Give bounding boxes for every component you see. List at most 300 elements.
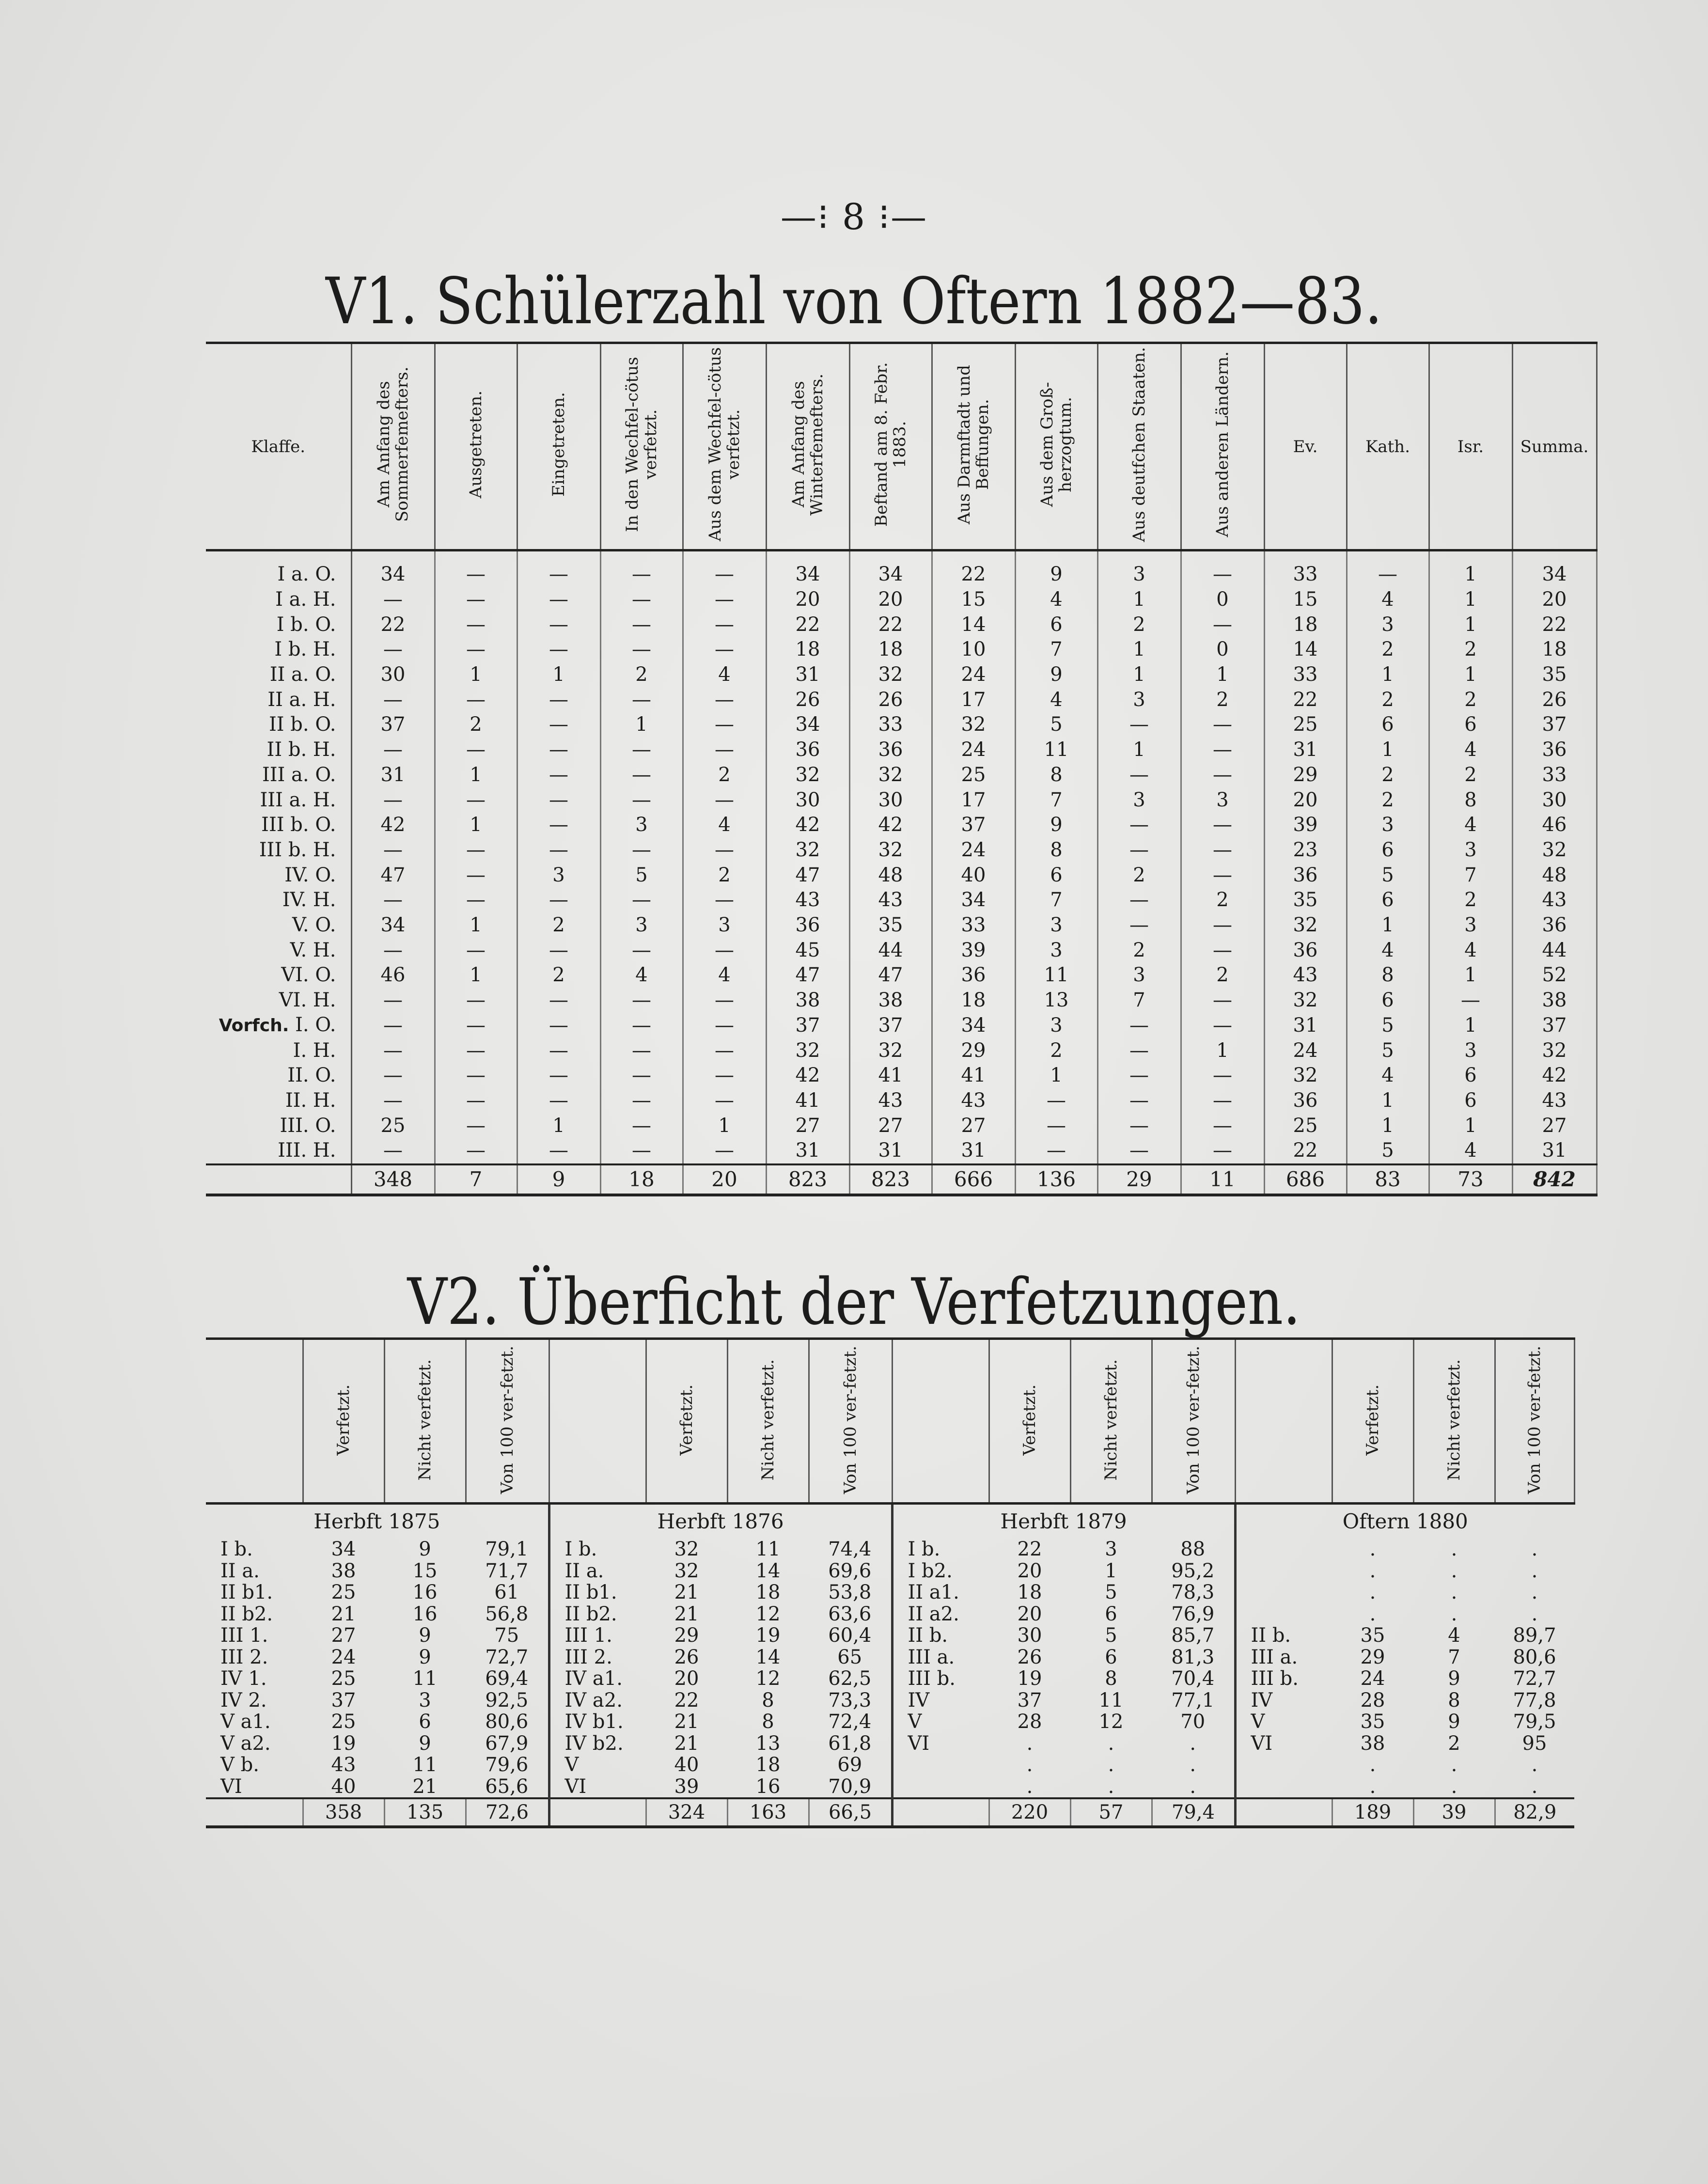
class-name: II. O. bbox=[287, 1064, 336, 1087]
table-cell: — bbox=[683, 1088, 766, 1114]
t1-header-label: Am Anfang des Winterfemefters. bbox=[789, 373, 827, 516]
table-cell: 30 bbox=[1512, 787, 1597, 813]
table-cell: 44 bbox=[1512, 938, 1597, 963]
table-cell: 27 bbox=[849, 1113, 932, 1138]
table-cell: — bbox=[517, 612, 600, 637]
table-cell: — bbox=[1181, 1088, 1264, 1114]
table-cell: — bbox=[435, 863, 517, 888]
table-cell: 3 bbox=[517, 863, 600, 888]
class-name bbox=[1235, 1582, 1332, 1603]
table-cell: 1 bbox=[1429, 1013, 1512, 1038]
table-cell: 40 bbox=[331, 1775, 356, 1798]
table-cell: 5 bbox=[600, 863, 683, 888]
group-heading: Herbft 1876 bbox=[549, 1504, 892, 1539]
class-name: V a2. bbox=[220, 1732, 271, 1755]
table-cell: 8 bbox=[1347, 963, 1429, 988]
table-cell: 39 bbox=[932, 938, 1015, 963]
class-name: I b. bbox=[908, 1538, 940, 1561]
class-name: V a1. bbox=[220, 1711, 271, 1733]
t2-header-label: Nicht verfetzt. bbox=[1444, 1359, 1464, 1481]
table-cell: 41 bbox=[766, 1088, 849, 1114]
table-cell: 70,4 bbox=[1152, 1668, 1235, 1690]
table-cell: 25 bbox=[351, 1113, 435, 1138]
table-cell: — bbox=[517, 637, 600, 662]
table-cell: 48 bbox=[849, 863, 932, 888]
table-row bbox=[206, 1776, 1574, 1799]
table-cell: 22 bbox=[1017, 1538, 1042, 1561]
class-name: VI bbox=[564, 1775, 587, 1798]
table-cell: . bbox=[1531, 1559, 1538, 1582]
t1-header-13 bbox=[1347, 343, 1429, 550]
table-cell: 4 bbox=[1429, 738, 1512, 763]
table-cell: 17 bbox=[932, 787, 1015, 813]
t1-header-0 bbox=[206, 343, 351, 550]
table-cell: . bbox=[1531, 1754, 1538, 1776]
table-cell: — bbox=[600, 1088, 683, 1114]
class-name: V bbox=[908, 1711, 922, 1733]
table-cell: 6 bbox=[1429, 712, 1512, 738]
table-cell: 3 bbox=[1429, 1038, 1512, 1063]
sum-cell: 7 bbox=[435, 1164, 517, 1195]
class-name: VI bbox=[220, 1775, 242, 1798]
table-cell: 34 bbox=[932, 888, 1015, 913]
table-cell: 34 bbox=[766, 550, 849, 587]
table-cell: — bbox=[1181, 712, 1264, 738]
t1-header-label: Kath. bbox=[1365, 437, 1410, 456]
class-label bbox=[206, 938, 351, 963]
table-cell: 5 bbox=[1347, 863, 1429, 888]
sum-cell: 135 bbox=[384, 1798, 466, 1827]
sum-cell: 823 bbox=[849, 1164, 932, 1195]
class-label bbox=[206, 1113, 351, 1138]
table-cell: 6 bbox=[1015, 612, 1097, 637]
class-name: I b. bbox=[564, 1538, 597, 1561]
table-row bbox=[206, 712, 1597, 738]
table-cell: 7 bbox=[1097, 988, 1181, 1013]
table-cell: 33 bbox=[932, 913, 1015, 938]
table-cell: 4 bbox=[1347, 938, 1429, 963]
table-cell: 2 bbox=[1429, 637, 1512, 662]
table-cell: 81,3 bbox=[1152, 1647, 1235, 1668]
table-cell: — bbox=[600, 838, 683, 863]
table-cell: 35 bbox=[1360, 1711, 1385, 1733]
table-cell: 95 bbox=[1522, 1732, 1547, 1755]
table-cell: — bbox=[517, 712, 600, 738]
table-cell: — bbox=[1181, 738, 1264, 763]
table-row bbox=[206, 687, 1597, 712]
table-cell: — bbox=[351, 1038, 435, 1063]
table-cell: — bbox=[600, 550, 683, 587]
table-cell: 24 bbox=[1360, 1667, 1385, 1690]
table-cell: 3 bbox=[1097, 550, 1181, 587]
sum-cell: 686 bbox=[1264, 1164, 1347, 1195]
table-cell: 43 bbox=[1512, 888, 1597, 913]
t2-group-label-header bbox=[206, 1339, 303, 1504]
table-cell: 28 bbox=[1017, 1711, 1042, 1733]
table-cell: 44 bbox=[849, 938, 932, 963]
table-cell: 32 bbox=[849, 1038, 932, 1063]
table-cell: 79,5 bbox=[1513, 1711, 1556, 1733]
class-name: II a. bbox=[220, 1559, 260, 1582]
table-cell: — bbox=[600, 1138, 683, 1164]
table-cell: 75 bbox=[466, 1625, 549, 1647]
table-cell: 47 bbox=[766, 963, 849, 988]
table-cell: 65 bbox=[809, 1647, 892, 1668]
table-cell: — bbox=[517, 838, 600, 863]
table-cell: 34 bbox=[1512, 550, 1597, 587]
table1-title: V1. Schülerzahl von Oftern 1882—83. bbox=[326, 264, 1382, 339]
table-cell: . bbox=[1369, 1538, 1376, 1561]
table-cell: 22 bbox=[1264, 687, 1347, 712]
table-row bbox=[206, 1754, 1574, 1776]
table-cell: 1 bbox=[683, 1113, 766, 1138]
table-cell: 8 bbox=[762, 1689, 774, 1712]
t2-header-label: Nicht verfetzt. bbox=[758, 1359, 778, 1481]
table-cell: 2 bbox=[1347, 763, 1429, 788]
table-cell: 15 bbox=[932, 587, 1015, 613]
class-name: III a. H. bbox=[260, 788, 336, 811]
table-cell: 1 bbox=[435, 662, 517, 688]
table-cell: 69,6 bbox=[809, 1560, 892, 1582]
t1-header-label: Aus dem Wechfel-cötus verfetzt. bbox=[705, 347, 743, 542]
student-count-table bbox=[206, 342, 1598, 1196]
table-row bbox=[206, 863, 1597, 888]
table-cell: 4 bbox=[1429, 938, 1512, 963]
table-cell: 32 bbox=[1264, 913, 1347, 938]
table-row bbox=[206, 888, 1597, 913]
table-cell: 31 bbox=[1264, 738, 1347, 763]
table-cell: 4 bbox=[1429, 813, 1512, 838]
table-cell: 8 bbox=[1015, 763, 1097, 788]
table-cell: . bbox=[1369, 1559, 1376, 1582]
table-cell: — bbox=[600, 612, 683, 637]
table-cell: 85,7 bbox=[1152, 1625, 1235, 1647]
table-cell: 37 bbox=[1512, 1013, 1597, 1038]
class-name: II b1. bbox=[220, 1581, 273, 1604]
sum-cell: 348 bbox=[351, 1164, 435, 1195]
table-cell: 1 bbox=[1347, 1113, 1429, 1138]
t1-header-14 bbox=[1429, 343, 1512, 550]
table-cell: — bbox=[517, 1038, 600, 1063]
table-cell: . bbox=[1026, 1775, 1033, 1798]
table-row bbox=[206, 1560, 1574, 1582]
table-cell: 3 bbox=[1347, 612, 1429, 637]
table-cell: 36 bbox=[932, 963, 1015, 988]
table-cell: 32 bbox=[674, 1559, 699, 1582]
table-cell: — bbox=[435, 1038, 517, 1063]
class-name: II. H. bbox=[285, 1089, 336, 1112]
table-cell: 3 bbox=[1429, 913, 1512, 938]
table-cell: 13 bbox=[755, 1732, 781, 1755]
table-cell: 3 bbox=[1097, 787, 1181, 813]
table-cell: 4 bbox=[683, 662, 766, 688]
table-cell: 11 bbox=[1015, 738, 1097, 763]
table-cell: 22 bbox=[932, 550, 1015, 587]
class-label bbox=[206, 988, 351, 1013]
table-cell: — bbox=[1097, 1013, 1181, 1038]
class-name: III b. H. bbox=[259, 838, 336, 861]
table-cell: 34 bbox=[351, 913, 435, 938]
table-cell: 63,6 bbox=[809, 1603, 892, 1625]
table-row bbox=[206, 1038, 1597, 1063]
table-cell: — bbox=[351, 637, 435, 662]
t2-header-label: Von 100 ver-fetzt. bbox=[1184, 1346, 1203, 1494]
table-cell: 26 bbox=[1512, 687, 1597, 712]
table-cell: 1 bbox=[435, 963, 517, 988]
table-cell: 80,6 bbox=[1513, 1646, 1556, 1668]
table-cell: 20 bbox=[849, 587, 932, 613]
sum-cell: 9 bbox=[517, 1164, 600, 1195]
table-cell: 22 bbox=[1512, 612, 1597, 637]
table-row bbox=[206, 550, 1597, 587]
table-cell: 8 bbox=[1105, 1667, 1117, 1690]
table-cell: 2 bbox=[1347, 687, 1429, 712]
class-label bbox=[206, 838, 351, 863]
table-cell: 8 bbox=[1448, 1689, 1460, 1712]
table-cell: — bbox=[683, 612, 766, 637]
table-cell: — bbox=[683, 838, 766, 863]
table-cell: 9 bbox=[419, 1732, 431, 1755]
table-cell: — bbox=[1181, 838, 1264, 863]
class-label bbox=[206, 787, 351, 813]
table-cell: 4 bbox=[1347, 1063, 1429, 1088]
table-cell: . bbox=[1451, 1603, 1457, 1625]
table-cell: — bbox=[1097, 838, 1181, 863]
table-cell: 36 bbox=[1512, 738, 1597, 763]
table-cell: — bbox=[1429, 988, 1512, 1013]
table-cell: 43 bbox=[849, 1088, 932, 1114]
t2-header-label: Verfetzt. bbox=[1020, 1384, 1039, 1456]
table-cell: 31 bbox=[351, 763, 435, 788]
table-cell: 18 bbox=[755, 1754, 781, 1776]
table-cell: 46 bbox=[1512, 813, 1597, 838]
table-cell: 32 bbox=[766, 1038, 849, 1063]
table-cell: 43 bbox=[1264, 963, 1347, 988]
table-cell: 24 bbox=[1264, 1038, 1347, 1063]
table-cell: — bbox=[435, 838, 517, 863]
t2-header bbox=[1070, 1339, 1152, 1504]
table-cell: 29 bbox=[674, 1624, 699, 1647]
table-cell: — bbox=[600, 1013, 683, 1038]
table-cell: 5 bbox=[1105, 1581, 1117, 1604]
table-cell: 1 bbox=[435, 813, 517, 838]
table-cell: — bbox=[600, 1038, 683, 1063]
class-name: IV. H. bbox=[282, 889, 336, 911]
table-row bbox=[206, 938, 1597, 963]
table-cell: 2 bbox=[1181, 687, 1264, 712]
sum-cell: 57 bbox=[1070, 1798, 1152, 1827]
sum-row bbox=[206, 1164, 1597, 1195]
table-cell: 27 bbox=[1512, 1113, 1597, 1138]
table-cell: 24 bbox=[932, 662, 1015, 688]
table-cell: — bbox=[1097, 1113, 1181, 1138]
table-cell: — bbox=[517, 687, 600, 712]
table-cell: 3 bbox=[1181, 787, 1264, 813]
table-cell: 76,9 bbox=[1152, 1603, 1235, 1625]
table-cell: — bbox=[351, 738, 435, 763]
table-cell: 88 bbox=[1152, 1539, 1235, 1560]
table-cell: 60,4 bbox=[809, 1625, 892, 1647]
class-label bbox=[206, 1088, 351, 1114]
t1-header-label: Aus deutfchen Staaten. bbox=[1129, 346, 1149, 542]
table-cell: 32 bbox=[932, 712, 1015, 738]
class-name: III 2. bbox=[564, 1646, 612, 1668]
table-cell: 37 bbox=[351, 712, 435, 738]
class-name: V b. bbox=[220, 1754, 259, 1776]
table-cell: 31 bbox=[1264, 1013, 1347, 1038]
class-label bbox=[206, 738, 351, 763]
table-cell: 45 bbox=[766, 938, 849, 963]
table-cell: 3 bbox=[1347, 813, 1429, 838]
class-name: IV bbox=[908, 1689, 930, 1712]
table-cell: — bbox=[683, 1013, 766, 1038]
table-row bbox=[206, 637, 1597, 662]
table-cell: 25 bbox=[331, 1667, 356, 1690]
t2-header bbox=[1413, 1339, 1495, 1504]
sum-label bbox=[549, 1798, 646, 1827]
table-cell: — bbox=[1097, 1088, 1181, 1114]
table-cell: 30 bbox=[849, 787, 932, 813]
table-cell: . bbox=[1152, 1733, 1235, 1755]
table-cell: — bbox=[683, 637, 766, 662]
table-cell: 1 bbox=[1347, 662, 1429, 688]
class-name: II b. bbox=[1251, 1624, 1291, 1647]
table-cell: . bbox=[1531, 1775, 1538, 1798]
table-cell: 67,9 bbox=[466, 1733, 549, 1755]
table-cell: 36 bbox=[849, 738, 932, 763]
class-name: III. O. bbox=[280, 1114, 336, 1137]
table-cell: 15 bbox=[1264, 587, 1347, 613]
sum-cell: 29 bbox=[1097, 1164, 1181, 1195]
table-cell: — bbox=[600, 938, 683, 963]
table-cell: 21 bbox=[674, 1603, 699, 1625]
class-name bbox=[1235, 1560, 1332, 1582]
class-name: III a. bbox=[908, 1646, 955, 1668]
table-cell: 16 bbox=[755, 1775, 781, 1798]
table-row bbox=[206, 813, 1597, 838]
table-cell: 42 bbox=[766, 813, 849, 838]
table-cell: 6 bbox=[1347, 712, 1429, 738]
class-name: V. H. bbox=[290, 939, 336, 961]
table-cell: 4 bbox=[683, 963, 766, 988]
table-cell: — bbox=[351, 938, 435, 963]
t1-header-label: In den Wechfel-cötus verfetzt. bbox=[623, 357, 660, 532]
table-cell: 18 bbox=[1017, 1581, 1042, 1604]
table-cell: 31 bbox=[932, 1138, 1015, 1164]
table-cell: — bbox=[517, 550, 600, 587]
table-cell: 20 bbox=[1017, 1603, 1042, 1625]
class-name: I b. bbox=[220, 1538, 253, 1561]
table-cell: 9 bbox=[419, 1624, 431, 1647]
table-cell: — bbox=[435, 1113, 517, 1138]
table-cell: — bbox=[351, 1013, 435, 1038]
table-row bbox=[206, 1582, 1574, 1603]
table-cell: 56,8 bbox=[466, 1603, 549, 1625]
promotion-overview-table bbox=[206, 1337, 1575, 1828]
class-name: IV b2. bbox=[564, 1732, 624, 1755]
table-cell: 19 bbox=[331, 1732, 356, 1755]
table-cell: 1 bbox=[435, 913, 517, 938]
table-cell: — bbox=[517, 738, 600, 763]
table-cell: 8 bbox=[1429, 787, 1512, 813]
table-cell: 4 bbox=[1015, 587, 1097, 613]
table-cell: — bbox=[517, 813, 600, 838]
table-cell: — bbox=[1181, 863, 1264, 888]
table-cell: . bbox=[1369, 1754, 1376, 1776]
class-name: III 1. bbox=[220, 1624, 268, 1647]
table-cell: 32 bbox=[849, 662, 932, 688]
sum-cell: 18 bbox=[600, 1164, 683, 1195]
sum-label bbox=[1235, 1798, 1332, 1827]
class-name: III 1. bbox=[564, 1624, 612, 1647]
class-name: I b2. bbox=[908, 1559, 953, 1582]
table-row bbox=[206, 738, 1597, 763]
table-cell: 1 bbox=[1097, 738, 1181, 763]
class-name: III b. bbox=[1251, 1667, 1299, 1690]
table-cell: 31 bbox=[1512, 1138, 1597, 1164]
table-row bbox=[206, 1690, 1574, 1712]
table-row bbox=[206, 1013, 1597, 1038]
table-cell: 31 bbox=[766, 1138, 849, 1164]
table-cell: 37 bbox=[932, 813, 1015, 838]
table-cell: 29 bbox=[1360, 1646, 1385, 1668]
table-cell: — bbox=[351, 587, 435, 613]
t1-header-10 bbox=[1097, 343, 1181, 550]
table-cell: — bbox=[600, 738, 683, 763]
table-cell: — bbox=[683, 1138, 766, 1164]
sum-label bbox=[206, 1798, 303, 1827]
table-cell: 1 bbox=[1347, 913, 1429, 938]
table-cell: — bbox=[435, 1088, 517, 1114]
table-row bbox=[206, 1063, 1597, 1088]
table-cell: 4 bbox=[1448, 1624, 1460, 1647]
table-cell: 42 bbox=[1512, 1063, 1597, 1088]
table-cell: — bbox=[517, 587, 600, 613]
table-row bbox=[206, 838, 1597, 863]
class-name: III a. bbox=[1251, 1646, 1298, 1668]
table-cell: 38 bbox=[331, 1559, 356, 1582]
table-cell: 1 bbox=[435, 763, 517, 788]
table-cell: 14 bbox=[1264, 637, 1347, 662]
table-cell: 21 bbox=[674, 1711, 699, 1733]
t1-header-label: Klaffe. bbox=[251, 437, 306, 456]
table-cell: . bbox=[1531, 1603, 1538, 1625]
t2-header-label: Verfetzt. bbox=[1363, 1384, 1382, 1456]
table-cell: 22 bbox=[849, 612, 932, 637]
table-cell: 48 bbox=[1512, 863, 1597, 888]
table-cell: 22 bbox=[674, 1689, 699, 1712]
table-cell: 7 bbox=[1429, 863, 1512, 888]
class-label bbox=[206, 913, 351, 938]
table-cell: 21 bbox=[674, 1581, 699, 1604]
table-cell: 26 bbox=[766, 687, 849, 712]
class-label bbox=[206, 813, 351, 838]
table-cell: 20 bbox=[766, 587, 849, 613]
table-cell: 9 bbox=[1448, 1667, 1460, 1690]
table-cell: 2 bbox=[1015, 1038, 1097, 1063]
table-cell: — bbox=[517, 763, 600, 788]
table-cell: — bbox=[1015, 1113, 1097, 1138]
group-heading: Oftern 1880 bbox=[1342, 1509, 1468, 1533]
class-name bbox=[1235, 1776, 1332, 1799]
table-cell: 20 bbox=[1512, 587, 1597, 613]
t2-header-label: Von 100 ver-fetzt. bbox=[1525, 1346, 1544, 1494]
table-cell: 3 bbox=[1097, 687, 1181, 712]
table-cell: 37 bbox=[849, 1013, 932, 1038]
class-label bbox=[206, 550, 351, 587]
table-cell: . bbox=[1451, 1754, 1457, 1776]
table-cell: 20 bbox=[1017, 1559, 1042, 1582]
